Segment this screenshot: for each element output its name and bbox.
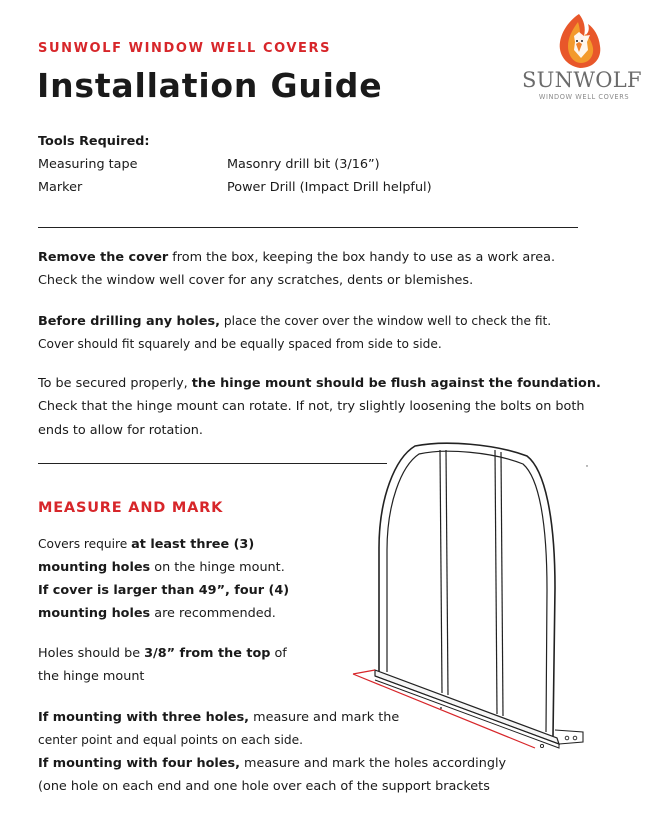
secure-line1: To be secured properly, the hinge mount should be flush against the foundation. [38, 376, 601, 391]
tool-power-drill: Power Drill (Impact Drill helpful) [227, 180, 432, 195]
section-heading-measure: MEASURE AND MARK [38, 500, 224, 516]
brand-heading: SUNWOLF WINDOW WELL COVERS [38, 41, 332, 56]
measure-p3-line3: If mounting with four holes, measure and mark the holes accordingly [38, 756, 507, 771]
measure-p2-line2: the hinge mount [38, 669, 145, 684]
logo-wordmark: SUNWOLF [522, 68, 642, 92]
secure-line2: Check that the hinge mount can rotate. If not, try slightly loosening the bolts on both [38, 399, 585, 414]
measure-p2-line1: Holes should be 3/8” from the top of [38, 646, 287, 661]
sunwolf-logo [518, 6, 642, 106]
measure-p3-line2: center point and equal points on each side. [38, 733, 304, 747]
measure-p1-line2: mounting holes on the hinge mount. [38, 560, 285, 575]
page-title: Installation Guide [37, 66, 383, 105]
measure-p1-line4: mounting holes are recommended. [38, 606, 276, 621]
secure-line3: ends to allow for rotation. [38, 423, 203, 438]
window-well-cover-diagram [345, 438, 605, 756]
wolf-fire-emblem-icon [518, 6, 638, 72]
tool-marker: Marker [38, 180, 83, 195]
remove-cover-line2: Check the window well cover for any scratches, dents or blemishes. [38, 273, 474, 288]
measure-p1-line3: If cover is larger than 49”, four (4) [38, 583, 290, 598]
measure-p3-line4: (one hole on each end and one hole over each of the support brackets [38, 779, 490, 794]
divider [38, 227, 578, 228]
remove-cover-line1: Remove the cover from the box, keeping the box handy to use as a work area. [38, 250, 556, 265]
tool-measuring-tape: Measuring tape [38, 157, 138, 172]
measure-p3-line1: If mounting with three holes, measure and mark the [38, 710, 400, 725]
logo-tagline: WINDOW WELL COVERS [538, 93, 630, 101]
drill-line1: Before drilling any holes, place the cover over the window well to check the fit. [38, 314, 552, 329]
divider [38, 463, 387, 464]
drill-line2: Cover should fit squarely and be equally spaced from side to side. [38, 337, 442, 351]
measure-p1-line1: Covers require at least three (3) [38, 537, 255, 552]
tools-heading: Tools Required: [38, 134, 150, 149]
tool-masonry-bit: Masonry drill bit (3/16”) [227, 157, 380, 172]
